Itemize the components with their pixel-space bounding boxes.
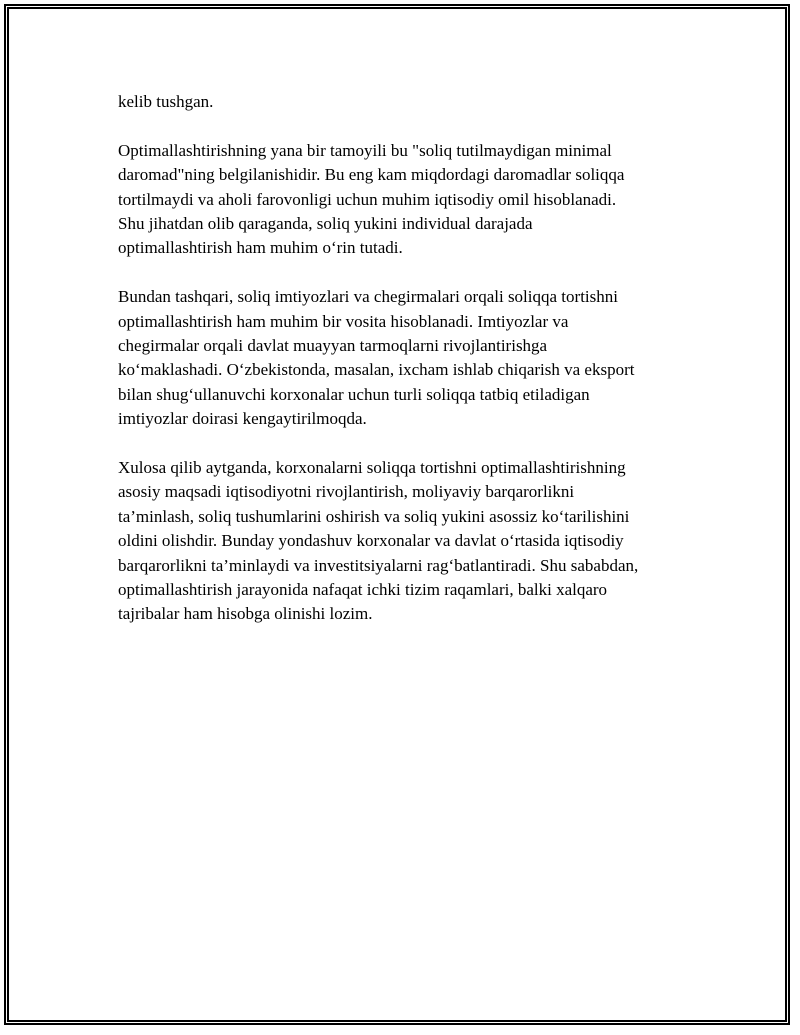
text-line: optimallashtirish ham muhim o‘rin tutadi. (118, 238, 403, 258)
text-line: chegirmalar orqali davlat muayyan tarmoqlarni rivojlantirishga (118, 336, 548, 356)
text-line: Xulosa qilib aytganda, korxonalarni soliqqa tortishni optimallashtirishning (118, 458, 626, 478)
text-line: ko‘maklashadi. O‘zbekistonda, masalan, ixcham ishlab chiqarish va eksport (118, 360, 635, 380)
text-line: bilan shug‘ullanuvchi korxonalar uchun turli soliqqa tatbiq etiladigan (118, 384, 590, 404)
text-line: optimallashtirish jarayonida nafaqat ichki tizim raqamlari, balki xalqaro (118, 580, 608, 600)
text-line: Optimallashtirishning yana bir tamoyili bu "soliq tutilmaydigan minimal (118, 140, 612, 160)
text-line: tortilmaydi va aholi farovonligi uchun muhim iqtisodiy omil hisoblanadi. (118, 189, 617, 209)
text-line: optimallashtirish ham muhim bir vosita hisoblanadi. Imtiyozlar va (118, 311, 569, 331)
paragraph-3 (118, 285, 688, 431)
text-line: kelib tushgan. (118, 92, 214, 111)
text-line: barqarorlikni ta’minlaydi va investitsiyalarni rag‘batlantiradi. Shu sababdan, (118, 555, 639, 575)
text-line: asosiy maqsadi iqtisodiyotni rivojlantirish, moliyaviy barqarorlikni (118, 482, 575, 502)
text-line: daromad"ning belgilanishidir. Bu eng kam miqdordagi daromadlar soliqqa (118, 165, 625, 185)
paragraph-2 (118, 139, 688, 261)
text-line: tajribalar ham hisobga olinishi lozim. (118, 604, 373, 624)
text-line: Shu jihatdan olib qaraganda, soliq yukini individual darajada (118, 214, 533, 234)
document-body (118, 90, 688, 651)
paragraph-4 (118, 456, 688, 627)
paragraph-1 (118, 90, 688, 114)
text-line: ta’minlash, soliq tushumlarini oshirish va soliq yukini asossiz ko‘tarilishini (118, 506, 630, 526)
text-line: imtiyozlar doirasi kengaytirilmoqda. (118, 409, 367, 429)
text-line: Bundan tashqari, soliq imtiyozlari va chegirmalari orqali soliqqa tortishni (118, 287, 618, 307)
text-line: oldini olishdir. Bunday yondashuv korxonalar va davlat o‘rtasida iqtisodiy (118, 531, 624, 551)
